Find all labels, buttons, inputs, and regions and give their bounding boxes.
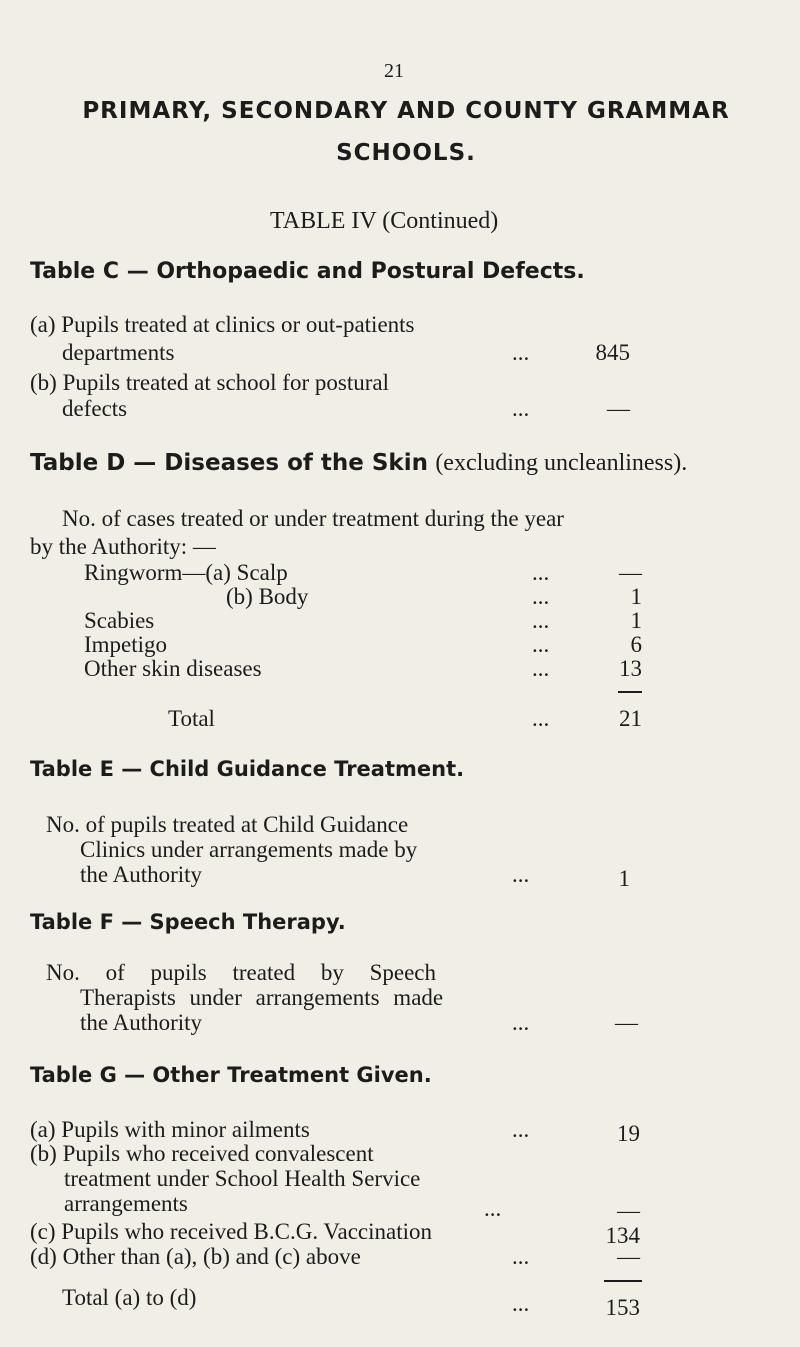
- table-g-item-b-dots: ...: [484, 1196, 502, 1221]
- table-d-row-label: Other skin diseases: [84, 656, 262, 681]
- page-heading-line2: SCHOOLS.: [336, 140, 476, 166]
- table-d-row-label: Impetigo: [84, 632, 168, 657]
- table-g-total-dots: ...: [512, 1291, 530, 1316]
- table-e-line2: Clinics under arrangements made by: [80, 837, 418, 862]
- table-d-row-label: Scabies: [84, 608, 155, 633]
- table-d-title: [30, 450, 687, 477]
- table-e-dots: ...: [512, 862, 530, 887]
- table-d-total-dots: ...: [532, 706, 550, 731]
- page-heading-line1: PRIMARY, SECONDARY AND COUNTY GRAMMAR: [82, 98, 730, 124]
- table-c-item-a-dots: ...: [512, 340, 530, 365]
- table-d-row-value: 1: [630, 584, 642, 609]
- table-g-item-a: (a) Pupils with minor ailments: [30, 1117, 310, 1142]
- table-g-item-a-dots: ...: [512, 1117, 530, 1142]
- table-g-total-value: 153: [605, 1295, 640, 1320]
- table-f-dots: ...: [512, 1010, 530, 1035]
- table-e-value: 1: [618, 866, 630, 891]
- table-g-title: Table G — Other Treatment Given.: [30, 1063, 432, 1087]
- table-c-item-a-value: 845: [595, 340, 630, 365]
- table-f-line2: Therapists under arrangements made: [80, 985, 444, 1010]
- table-c-item-b-value: —: [607, 396, 630, 421]
- table-f-line1: No. of pupils treated by Speech: [46, 960, 436, 985]
- table-d-row-value: —: [619, 560, 642, 585]
- table-d-intro-line2: by the Authority: —: [30, 534, 216, 559]
- table-f-title: Table F — Speech Therapy.: [30, 910, 346, 934]
- table-e-line1: No. of pupils treated at Child Guidance: [46, 812, 409, 837]
- table-c-item-a-line1: (a) Pupils treated at clinics or out-patients: [30, 312, 415, 337]
- table-c-item-b-line1: (b) Pupils treated at school for postural: [30, 370, 389, 395]
- table-d-title-bold: Table D — Diseases of the Skin: [30, 450, 428, 476]
- table-d-total-value: 21: [619, 706, 642, 731]
- table-d-row-dots: ...: [532, 584, 550, 609]
- table-d-total-rule: [618, 691, 642, 693]
- table-g-item-b-value: —: [617, 1198, 640, 1223]
- table-g-item-b-line3: arrangements: [64, 1191, 188, 1216]
- table-g-total-rule: [604, 1280, 642, 1282]
- table-g-item-a-value: 19: [617, 1121, 640, 1146]
- table-d-total-label: Total: [168, 706, 215, 731]
- table-g-total-label: Total (a) to (d): [62, 1285, 197, 1310]
- table-g-item-d: (d) Other than (a), (b) and (c) above: [30, 1244, 361, 1269]
- table-d-row-dots: ...: [532, 632, 550, 657]
- table-d-row-label: Ringworm—(a) Scalp: [84, 560, 288, 585]
- table-g-item-c: (c) Pupils who received B.C.G. Vaccination: [30, 1219, 432, 1244]
- table-e-line3: the Authority: [80, 862, 203, 887]
- table-f-value: —: [615, 1010, 638, 1035]
- table-g-item-c-value: 134: [605, 1223, 640, 1248]
- table-g-item-d-value: —: [617, 1244, 640, 1269]
- table-f-line3: the Authority: [80, 1010, 203, 1035]
- table-c-item-b-line2: defects: [62, 396, 128, 421]
- table-d-row-dots: ...: [532, 608, 550, 633]
- table-c-item-b-dots: ...: [512, 396, 530, 421]
- table-c-item-a-line2: departments: [62, 340, 175, 365]
- table-d-row-dots: ...: [532, 560, 550, 585]
- table-d-row-value: 6: [630, 632, 642, 657]
- table-g-item-b-line1: (b) Pupils who received convalescent: [30, 1141, 374, 1166]
- table-d-intro-line1: No. of cases treated or under treatment during the year: [62, 506, 564, 531]
- table-d-row-value: 13: [619, 656, 642, 681]
- table-c-title: Table C — Orthopaedic and Postural Defects.: [30, 259, 585, 284]
- table-d-row-label: (b) Body: [226, 584, 309, 609]
- table-d-row-dots: ...: [532, 656, 550, 681]
- table-d-title-rest: (excluding uncleanliness).: [435, 450, 688, 476]
- table-g-item-d-dots: ...: [512, 1244, 530, 1269]
- table-d-row-value: 1: [630, 608, 642, 633]
- page-number: 21: [384, 60, 404, 82]
- table-g-item-b-line2: treatment under School Health Service: [64, 1166, 421, 1191]
- table-title: TABLE IV (Continued): [270, 208, 499, 234]
- table-e-title: Table E — Child Guidance Treatment.: [30, 757, 465, 781]
